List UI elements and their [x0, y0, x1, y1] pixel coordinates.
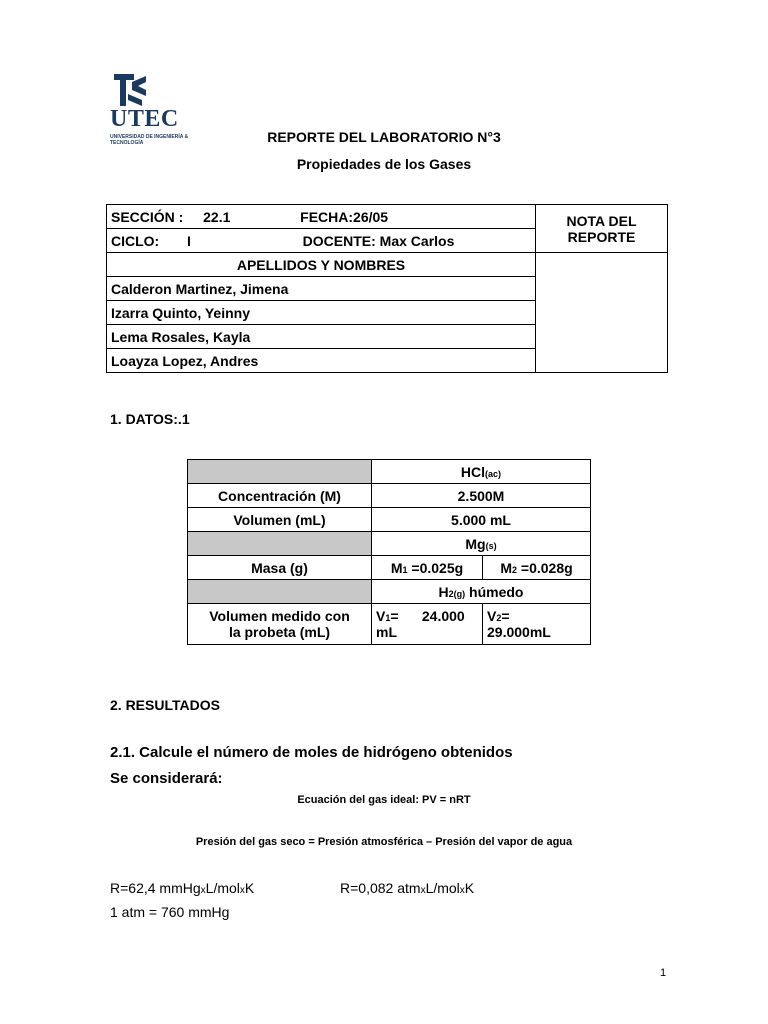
r1-part: R=62,4 mmHg	[110, 880, 201, 896]
v1-value: = 24.000	[390, 608, 465, 624]
v2-value: 29.000mL	[487, 624, 551, 640]
v1-unit: mL	[376, 624, 397, 640]
r2-part: R=0,082 atm	[340, 880, 421, 896]
report-title: REPORTE DEL LABORATORIO N°3	[267, 129, 501, 145]
ciclo-label: CICLO:	[111, 232, 160, 249]
atm-conversion: 1 atm = 760 mmHg	[110, 904, 230, 920]
m1-subscript: 1	[402, 564, 408, 575]
logo-wordmark: UTEC	[110, 106, 179, 132]
r1-times: x	[200, 885, 206, 896]
page-number: 1	[660, 967, 667, 979]
r1-times: x	[239, 885, 245, 896]
question-2-1: 2.1. Calcule el número de moles de hidrógeno obtenidos	[110, 744, 513, 761]
r2-part: L/mol	[425, 880, 460, 896]
nota-header	[536, 205, 668, 253]
m2-subscript: 2	[512, 564, 518, 575]
utec-emblem-icon	[112, 72, 152, 108]
resultados-heading: 2. RESULTADOS	[110, 697, 220, 713]
nota-line2: REPORTE	[567, 228, 636, 245]
seccion-label: SECCIÓN :	[111, 208, 184, 225]
conc-value: 2.500M	[372, 484, 591, 508]
h2-subscript: 2(g)	[448, 588, 466, 599]
dry-gas-pressure-equation: Presión del gas seco = Presión atmosférica – Presión del vapor de agua	[195, 836, 573, 848]
shaded-cell	[188, 532, 372, 556]
m2-value: =0.028g	[517, 559, 573, 576]
docente: DOCENTE: Max Carlos	[302, 232, 455, 249]
v2-equals: =	[501, 608, 510, 624]
v1-subscript: 1	[385, 613, 391, 623]
h2-state: húmedo	[465, 583, 524, 600]
volmed-line2: la probeta (mL)	[228, 624, 331, 640]
student-name: Izarra Quinto, Yeinny	[107, 301, 536, 325]
datos-table	[187, 459, 591, 645]
volmed-label	[188, 604, 372, 645]
r1-part: K	[244, 880, 255, 896]
seccion-row	[107, 205, 536, 229]
m1-cell	[372, 556, 483, 580]
shaded-cell	[188, 580, 372, 604]
v1-cell	[372, 604, 483, 645]
fecha: FECHA:26/05	[300, 208, 389, 225]
student-name: Loayza Lopez, Andres	[107, 349, 536, 373]
r2-part: K	[464, 880, 475, 896]
mg-label: Mg	[465, 535, 486, 552]
h2-header	[372, 580, 591, 604]
ciclo-row	[107, 229, 536, 253]
h2-symbol: H	[438, 583, 449, 600]
r-constant-atm	[340, 880, 474, 896]
m2-symbol: M	[500, 559, 512, 576]
r1-part: L/mol	[205, 880, 240, 896]
masa-label: Masa (g)	[188, 556, 372, 580]
vol-label: Volumen (mL)	[188, 508, 372, 532]
m1-symbol: M	[390, 559, 403, 576]
nota-cell	[536, 253, 668, 373]
seccion-value: 22.1	[203, 208, 231, 225]
vol-value: 5.000 mL	[372, 508, 591, 532]
hcl-header	[372, 460, 591, 484]
nota-line1: NOTA DEL	[566, 212, 637, 229]
volmed-line1: Volumen medido con	[209, 608, 350, 624]
m1-value: =0.025g	[407, 559, 464, 576]
r2-times: x	[459, 885, 465, 896]
considerara-label: Se considerará:	[110, 770, 223, 787]
ideal-gas-equation: Ecuación del gas ideal: PV = nRT	[297, 794, 471, 806]
mg-subscript: (s)	[485, 540, 497, 551]
report-subtitle: Propiedades de los Gases	[296, 156, 472, 172]
v2-symbol: V	[487, 608, 497, 624]
hcl-label: HCl	[460, 463, 486, 480]
student-info-table	[106, 204, 668, 373]
v2-cell	[483, 604, 591, 645]
conc-label: Concentración (M)	[188, 484, 372, 508]
logo-subtitle: UNIVERSIDAD DE INGENIERÍA & TECNOLOGÍA	[110, 134, 189, 146]
datos-heading: 1. DATOS:.1	[110, 411, 190, 427]
m2-cell	[483, 556, 591, 580]
ciclo-value: I	[187, 232, 191, 249]
r2-times: x	[420, 885, 426, 896]
student-name: Lema Rosales, Kayla	[107, 325, 536, 349]
r-constant-mmhg	[110, 880, 254, 896]
v1-symbol: V	[376, 608, 386, 624]
hcl-subscript: (ac)	[485, 468, 502, 479]
student-name: Calderon Martinez, Jimena	[107, 277, 536, 301]
shaded-cell	[188, 460, 372, 484]
mg-header	[372, 532, 591, 556]
v2-subscript: 2	[496, 613, 502, 623]
names-header: APELLIDOS Y NOMBRES	[107, 253, 536, 277]
